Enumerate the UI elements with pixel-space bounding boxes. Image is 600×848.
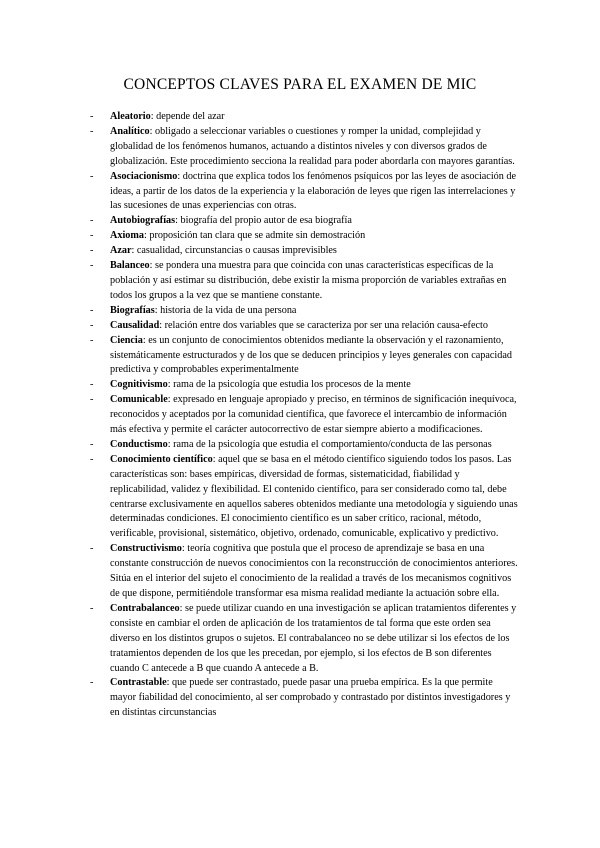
bullet-dash: - <box>90 379 94 391</box>
definition-term: Ciencia <box>110 334 143 346</box>
definition-text: : que puede ser contrastado, puede pasar una prueba empírica. Es la que permite mayor fiabilidad del conocimiento, al ser comprobado y contrastado por distintos investigadores y en distintas circunstancias <box>110 677 511 719</box>
bullet-dash: - <box>90 677 94 689</box>
bullet-dash: - <box>90 170 94 182</box>
definition-term: Analítico <box>110 125 150 137</box>
definition-text: : historia de la vida de una persona <box>154 304 297 316</box>
definition-entry <box>90 393 520 438</box>
definition-text: : doctrina que explica todos los fenómenos psíquicos por las leyes de asociación de ideas, a partir de los datos de la experiencia y la elaboración de leyes que rigen las interrelaciones y las sucesiones de unas experiencias con otras. <box>110 170 517 212</box>
bullet-dash: - <box>90 215 94 227</box>
definition-text: : casualidad, circunstancias o causas imprevisibles <box>131 245 337 257</box>
definition-text: : aquel que se basa en el método científico siguiendo todos los pasos. Las características son: bases empíricas, diversidad de formas, sistematicidad, fiabilidad y replicabilidad, validez y flexibilidad. El contenido científico, para ser considerado como tal, debe centrarse exclusivamente en aquellos saberes obtenidos mediante una metodología y siguiendo unas determinadas condiciones. El conocimiento científico es un saber crítico, racional, método, verificable, provisional, sistemático, objetivo, ordenado, comunicable, explicativo y predictivo. <box>110 453 518 540</box>
definitions-list <box>90 110 520 721</box>
definition-entry <box>90 170 520 215</box>
definition-text: : relación entre dos variables que se caracteriza por ser una relación causa-efecto <box>159 319 488 331</box>
definition-term: Azar <box>110 245 132 257</box>
bullet-dash: - <box>90 260 94 272</box>
definition-text: : se puede utilizar cuando en una investigación se aplican tratamientos diferentes y consiste en cambiar el orden de aplicación de los tratamientos de tal forma que este orden sea diverso en los distintos grupos o sujetos. El contrabalanceo no se debe utilizar si los efectos de los tratamientos dependen de los que les precedan, por ejemplo, si los efectos de B son diferentes cuando C antecede a B que cuando A antecede a B. <box>110 602 517 674</box>
definition-entry <box>90 304 520 319</box>
definition-entry <box>90 602 520 677</box>
bullet-dash: - <box>90 230 94 242</box>
definition-text: : teoría cognitiva que postula que el proceso de aprendizaje se basa en una constante construcción de nuevos conocimientos con la reconstrucción de conocimientos anteriores. Sitúa en el interior del sujeto el conocimiento de la realidad a través de los mecanismos cognitivos de que dispone, permitiéndole transformar esa misma realidad mediante la actuación sobre ella. <box>110 543 518 599</box>
definition-term: Contrastable <box>110 677 167 689</box>
bullet-dash: - <box>90 245 94 257</box>
definition-text: : se pondera una muestra para que coincida con unas características específicas de la población y así estimar su distribución, debe existir la misma proporción de variables extrañas en todos los grupos a la vez que se mantiene constante. <box>110 260 507 301</box>
definition-term: Conductismo <box>110 438 168 450</box>
definition-term: Cognitivismo <box>110 379 168 391</box>
document-title: CONCEPTOS CLAVES PARA EL EXAMEN DE MIC <box>123 76 477 93</box>
bullet-dash: - <box>90 334 94 346</box>
definition-entry <box>90 244 520 259</box>
definition-entry <box>90 229 520 244</box>
definition-term: Autobiografías <box>110 215 176 227</box>
definition-entry <box>90 259 520 304</box>
definition-entry <box>90 214 520 229</box>
definition-term: Contrabalanceo <box>110 602 180 614</box>
definition-entry <box>90 378 520 393</box>
definition-term: Constructivismo <box>110 543 182 555</box>
bullet-dash: - <box>90 543 94 555</box>
definition-text: : biografía del propio autor de esa biografía <box>175 215 352 227</box>
definition-entry <box>90 125 520 170</box>
definition-text: : rama de la psicología que estudia el comportamiento/conducta de las personas <box>167 438 492 450</box>
definition-term: Asociacionismo <box>110 170 178 182</box>
bullet-dash: - <box>90 111 94 122</box>
definition-entry <box>90 542 520 602</box>
bullet-dash: - <box>90 125 94 137</box>
bullet-dash: - <box>90 319 94 331</box>
bullet-dash: - <box>90 438 94 450</box>
bullet-dash: - <box>90 453 94 465</box>
definition-entry <box>90 676 520 721</box>
definition-text: : rama de la psicología que estudia los procesos de la mente <box>167 379 411 391</box>
definition-entry <box>90 334 520 379</box>
definition-term: Comunicable <box>110 394 168 406</box>
definition-term: Causalidad <box>110 319 160 331</box>
definition-term: Axioma <box>110 230 144 242</box>
definition-entry <box>90 110 520 125</box>
definition-text: : obligado a seleccionar variables o cuestiones y romper la unidad, complejidad y globalidad de los fenómenos humanos, actuando a distintos niveles y con diversos grados de globalización. Este procedimiento secciona la realidad para poder abordarla con mayores garantías. <box>110 125 515 167</box>
definition-entry <box>90 453 520 542</box>
definition-term: Balanceo <box>110 260 150 272</box>
definition-text: : es un conjunto de conocimientos obtenidos mediante la observación y el razonamiento, sistemáticamente estructurados y de los que se deducen principios y leyes generales con capacidad predictiva y comprobables experimentalmente <box>110 334 512 376</box>
definition-entry <box>90 319 520 334</box>
definition-text: : depende del azar <box>150 111 225 122</box>
definition-text: : proposición tan clara que se admite sin demostración <box>143 230 366 242</box>
definition-term: Conocimiento científico <box>110 453 213 465</box>
definition-term: Aleatorio <box>110 111 151 122</box>
definition-text: : expresado en lenguaje apropiado y preciso, en términos de significación inequívoca, reconocidos y aceptados por la comunidad científica, que favorece el intercambio de información más efectiva y permite el carácter autocorrectivo de estar siempre abierto a modificaciones. <box>110 394 517 436</box>
definition-term: Biografías <box>110 304 155 316</box>
bullet-dash: - <box>90 304 94 316</box>
bullet-dash: - <box>90 602 94 614</box>
definition-entry <box>90 438 520 453</box>
bullet-dash: - <box>90 394 94 406</box>
